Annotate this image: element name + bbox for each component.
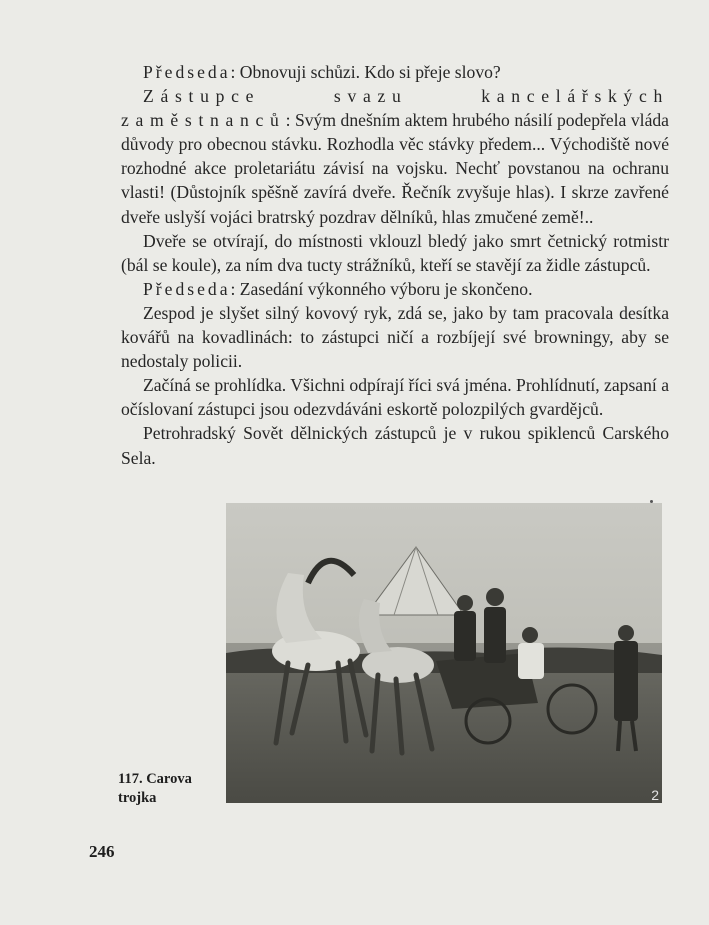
speaker-label: Předseda [143,62,231,82]
paragraph-text: : Obnovuji schůzi. Kdo si přeje slovo? [230,62,501,82]
paragraph [121,277,669,301]
body-text [121,60,669,470]
paragraph-text: : Svým dnešním aktem hrubého násilí podepřela vláda důvody pro obecnou stávku. Rozhodla věc stávky předem... Východiště nové rozhodné akce proletariátu závisí na vojsku. Nechť povstanou na ochranu vlasti! (Důstojník spěšně zavírá dveře. Řečník zvyšuje hlas). I skrze zavřené dveře uslyší vojáci bratrský pozdrav dělníků, hlas zmučené země!.. [121,110,669,227]
speaker-label: Zástupce svazu kancelářských zaměstnanců [121,86,669,131]
paragraph [121,229,669,277]
paragraph [121,373,669,421]
paragraph-text: : Zasedání výkonného výboru je skončeno. [230,278,533,299]
figure-caption: 117. Carova trojka [118,771,192,806]
troika-illustration [226,503,662,803]
paragraph-text: Dveře se otvírají, do místnosti vklouzl bledý jako smrt četnický rotmistr (bál se koule), za ním dva tucty strážníků, kteří se stavějí za židle zástupců. [121,230,669,275]
paragraph [121,84,669,229]
paragraph-text: Zespod je slyšet silný kovový ryk, zdá se, jako by tam pracovala desítka kovářů na kovadlinách: to zástupci ničí a rozbíjejí své browningy, aby se nedostaly policii. [121,302,669,372]
speaker-label: Předseda [143,278,231,299]
page-number: 246 [89,842,115,861]
paragraph [121,421,669,469]
paragraph [121,301,669,373]
troika-photograph [226,503,662,803]
paragraph [121,60,669,84]
paragraph-text: Začíná se prohlídka. Všichni odpírají říci svá jména. Prohlídnutí, zapsaní a očíslovaní zástupci jsou odezvdáváni eskortě polozpilých gvardějců. [121,375,669,420]
photo-corner-mark: 2 [651,787,659,803]
paragraph-text: Petrohradský Sovět dělnických zástupců je v rukou spiklenců Carského Sela. [121,423,669,468]
